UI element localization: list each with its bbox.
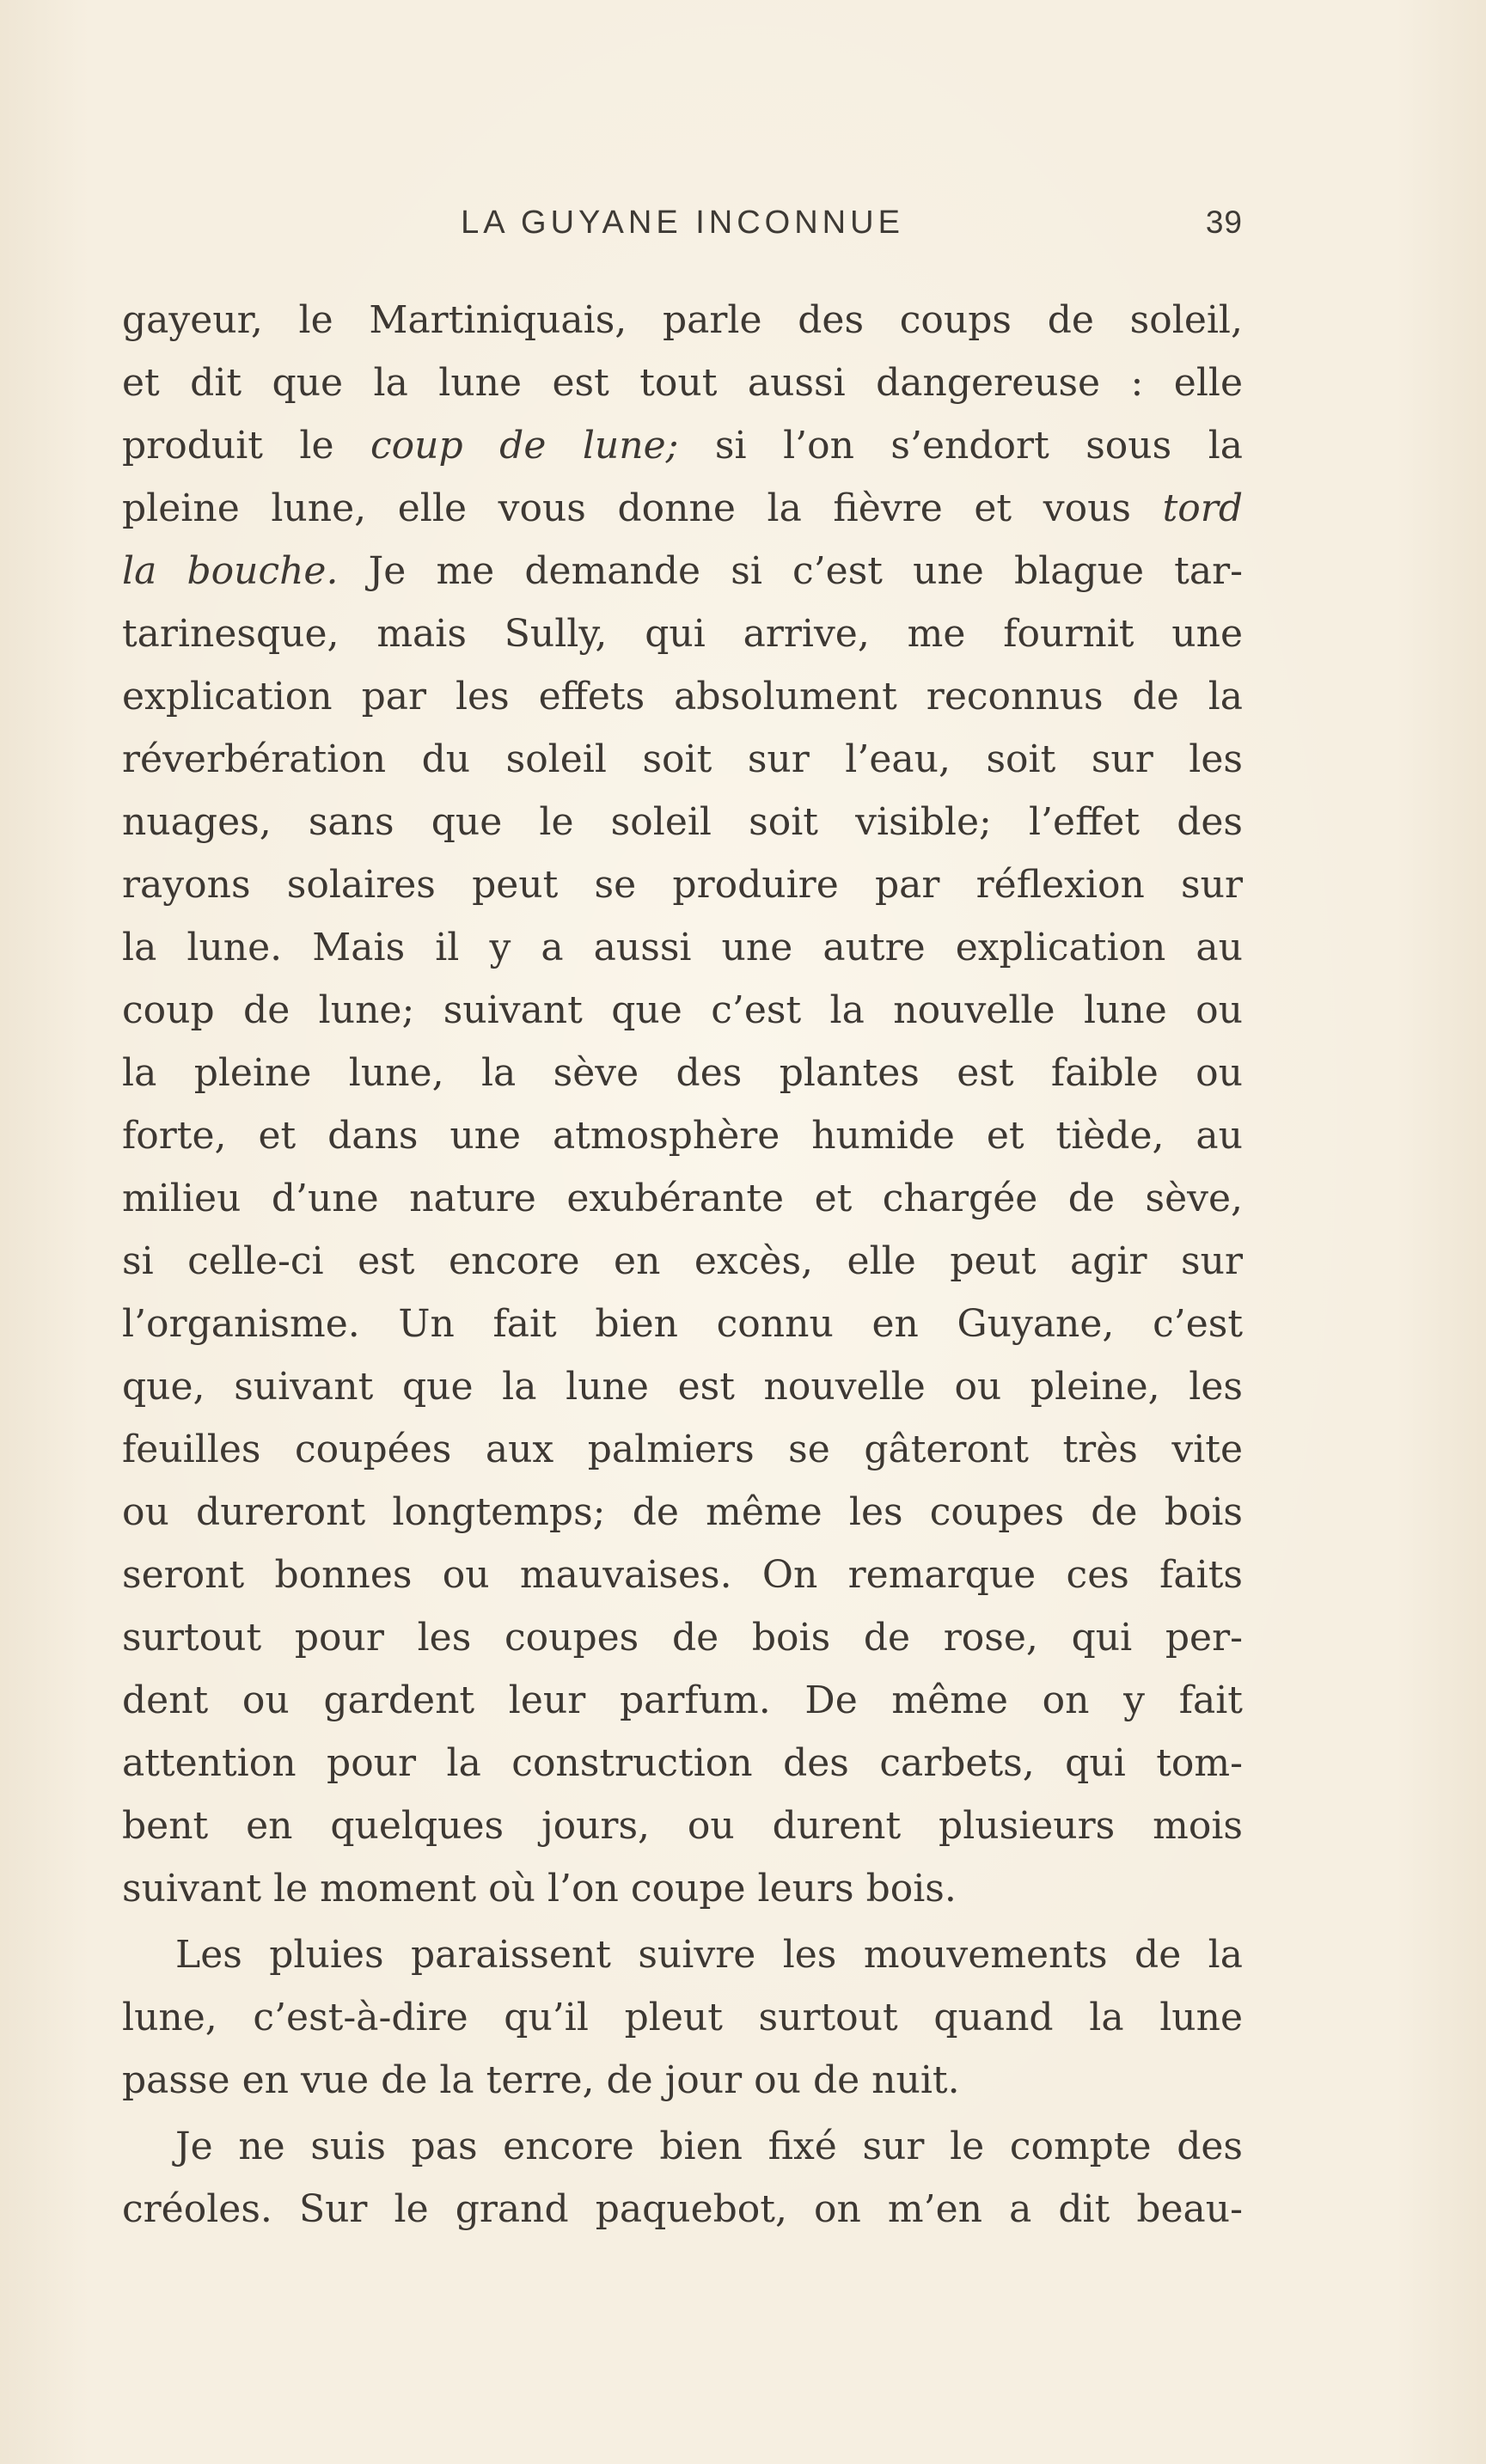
page-number: 39: [1205, 205, 1243, 240]
text-line: [122, 540, 1243, 602]
text-line: passe en vue de la terre, de jour ou de nuit.: [122, 2058, 960, 2102]
text-line: attention pour la construction des carbets, qui tom-: [122, 1741, 1243, 1785]
text-line: lune, c’est-à-dire qu’il pleut surtout quand la lune: [122, 1996, 1243, 2039]
text-line: réverbération du soleil soit sur l’eau, soit sur les: [122, 737, 1243, 781]
text-run: produit le: [122, 424, 371, 468]
text-line: l’organisme. Un fait bien connu en Guyane, c’est: [122, 1302, 1243, 1346]
text-line: tarinesque, mais Sully, qui arrive, me fournit une: [122, 612, 1243, 656]
text-line: dent ou gardent leur parfum. De même on y fait: [122, 1678, 1243, 1722]
text-line: rayons solaires peut se produire par réflexion sur: [122, 863, 1243, 907]
text-run: pleine lune, elle vous donne la fièvre et vous: [122, 486, 1163, 530]
text-line: Je ne suis pas encore bien fixé sur le compte des: [175, 2125, 1243, 2168]
text-line: que, suivant que la lune est nouvelle ou pleine, les: [122, 1365, 1243, 1409]
text-line: surtout pour les coupes de bois de rose, qui per-: [122, 1616, 1243, 1660]
text-line: feuilles coupées aux palmiers se gâteront très vite: [122, 1428, 1243, 1471]
italic-phrase: la bouche.: [122, 549, 339, 593]
text-run: Je me demande si c’est une blague tar-: [338, 549, 1243, 593]
text-line: [122, 477, 1243, 540]
text-line: créoles. Sur le grand paquebot, on m’en a dit beau-: [122, 2187, 1243, 2231]
text-line: la pleine lune, la sève des plantes est faible ou: [122, 1051, 1243, 1095]
text-line: explication par les effets absolument reconnus de la: [122, 675, 1243, 718]
text-line: bent en quelques jours, ou durent plusieurs mois: [122, 1804, 1243, 1848]
running-title: LA GUYANE INCONNUE: [461, 205, 904, 241]
italic-phrase: coup de lune;: [370, 424, 679, 468]
text-line: et dit que la lune est tout aussi dangereuse : elle: [122, 361, 1243, 405]
text-line: ou dureront longtemps; de même les coupes de bois: [122, 1490, 1243, 1534]
text-line: gayeur, le Martiniquais, parle des coups de soleil,: [122, 298, 1243, 342]
text-line: nuages, sans que le soleil soit visible; l’effet des: [122, 800, 1243, 844]
text-line: milieu d’une nature exubérante et chargée de sève,: [122, 1177, 1243, 1220]
text-line: forte, et dans une atmosphère humide et tiède, au: [122, 1114, 1243, 1158]
text-line: seront bonnes ou mauvaises. On remarque ces faits: [122, 1553, 1243, 1597]
text-line: Les pluies paraissent suivre les mouvements de la: [175, 1933, 1243, 1977]
running-head: [122, 205, 1243, 248]
body-text: [122, 289, 1243, 2241]
italic-phrase: tord: [1162, 486, 1243, 530]
text-line: coup de lune; suivant que c’est la nouvelle lune ou: [122, 988, 1243, 1032]
text-line: si celle-ci est encore en excès, elle peut agir sur: [122, 1239, 1243, 1283]
text-line: suivant le moment où l’on coupe leurs bois.: [122, 1867, 957, 1911]
text-run: si l’on s’endort sous la: [678, 424, 1244, 468]
text-line: la lune. Mais il y a aussi une autre explication au: [122, 926, 1243, 969]
text-line: [122, 414, 1243, 477]
